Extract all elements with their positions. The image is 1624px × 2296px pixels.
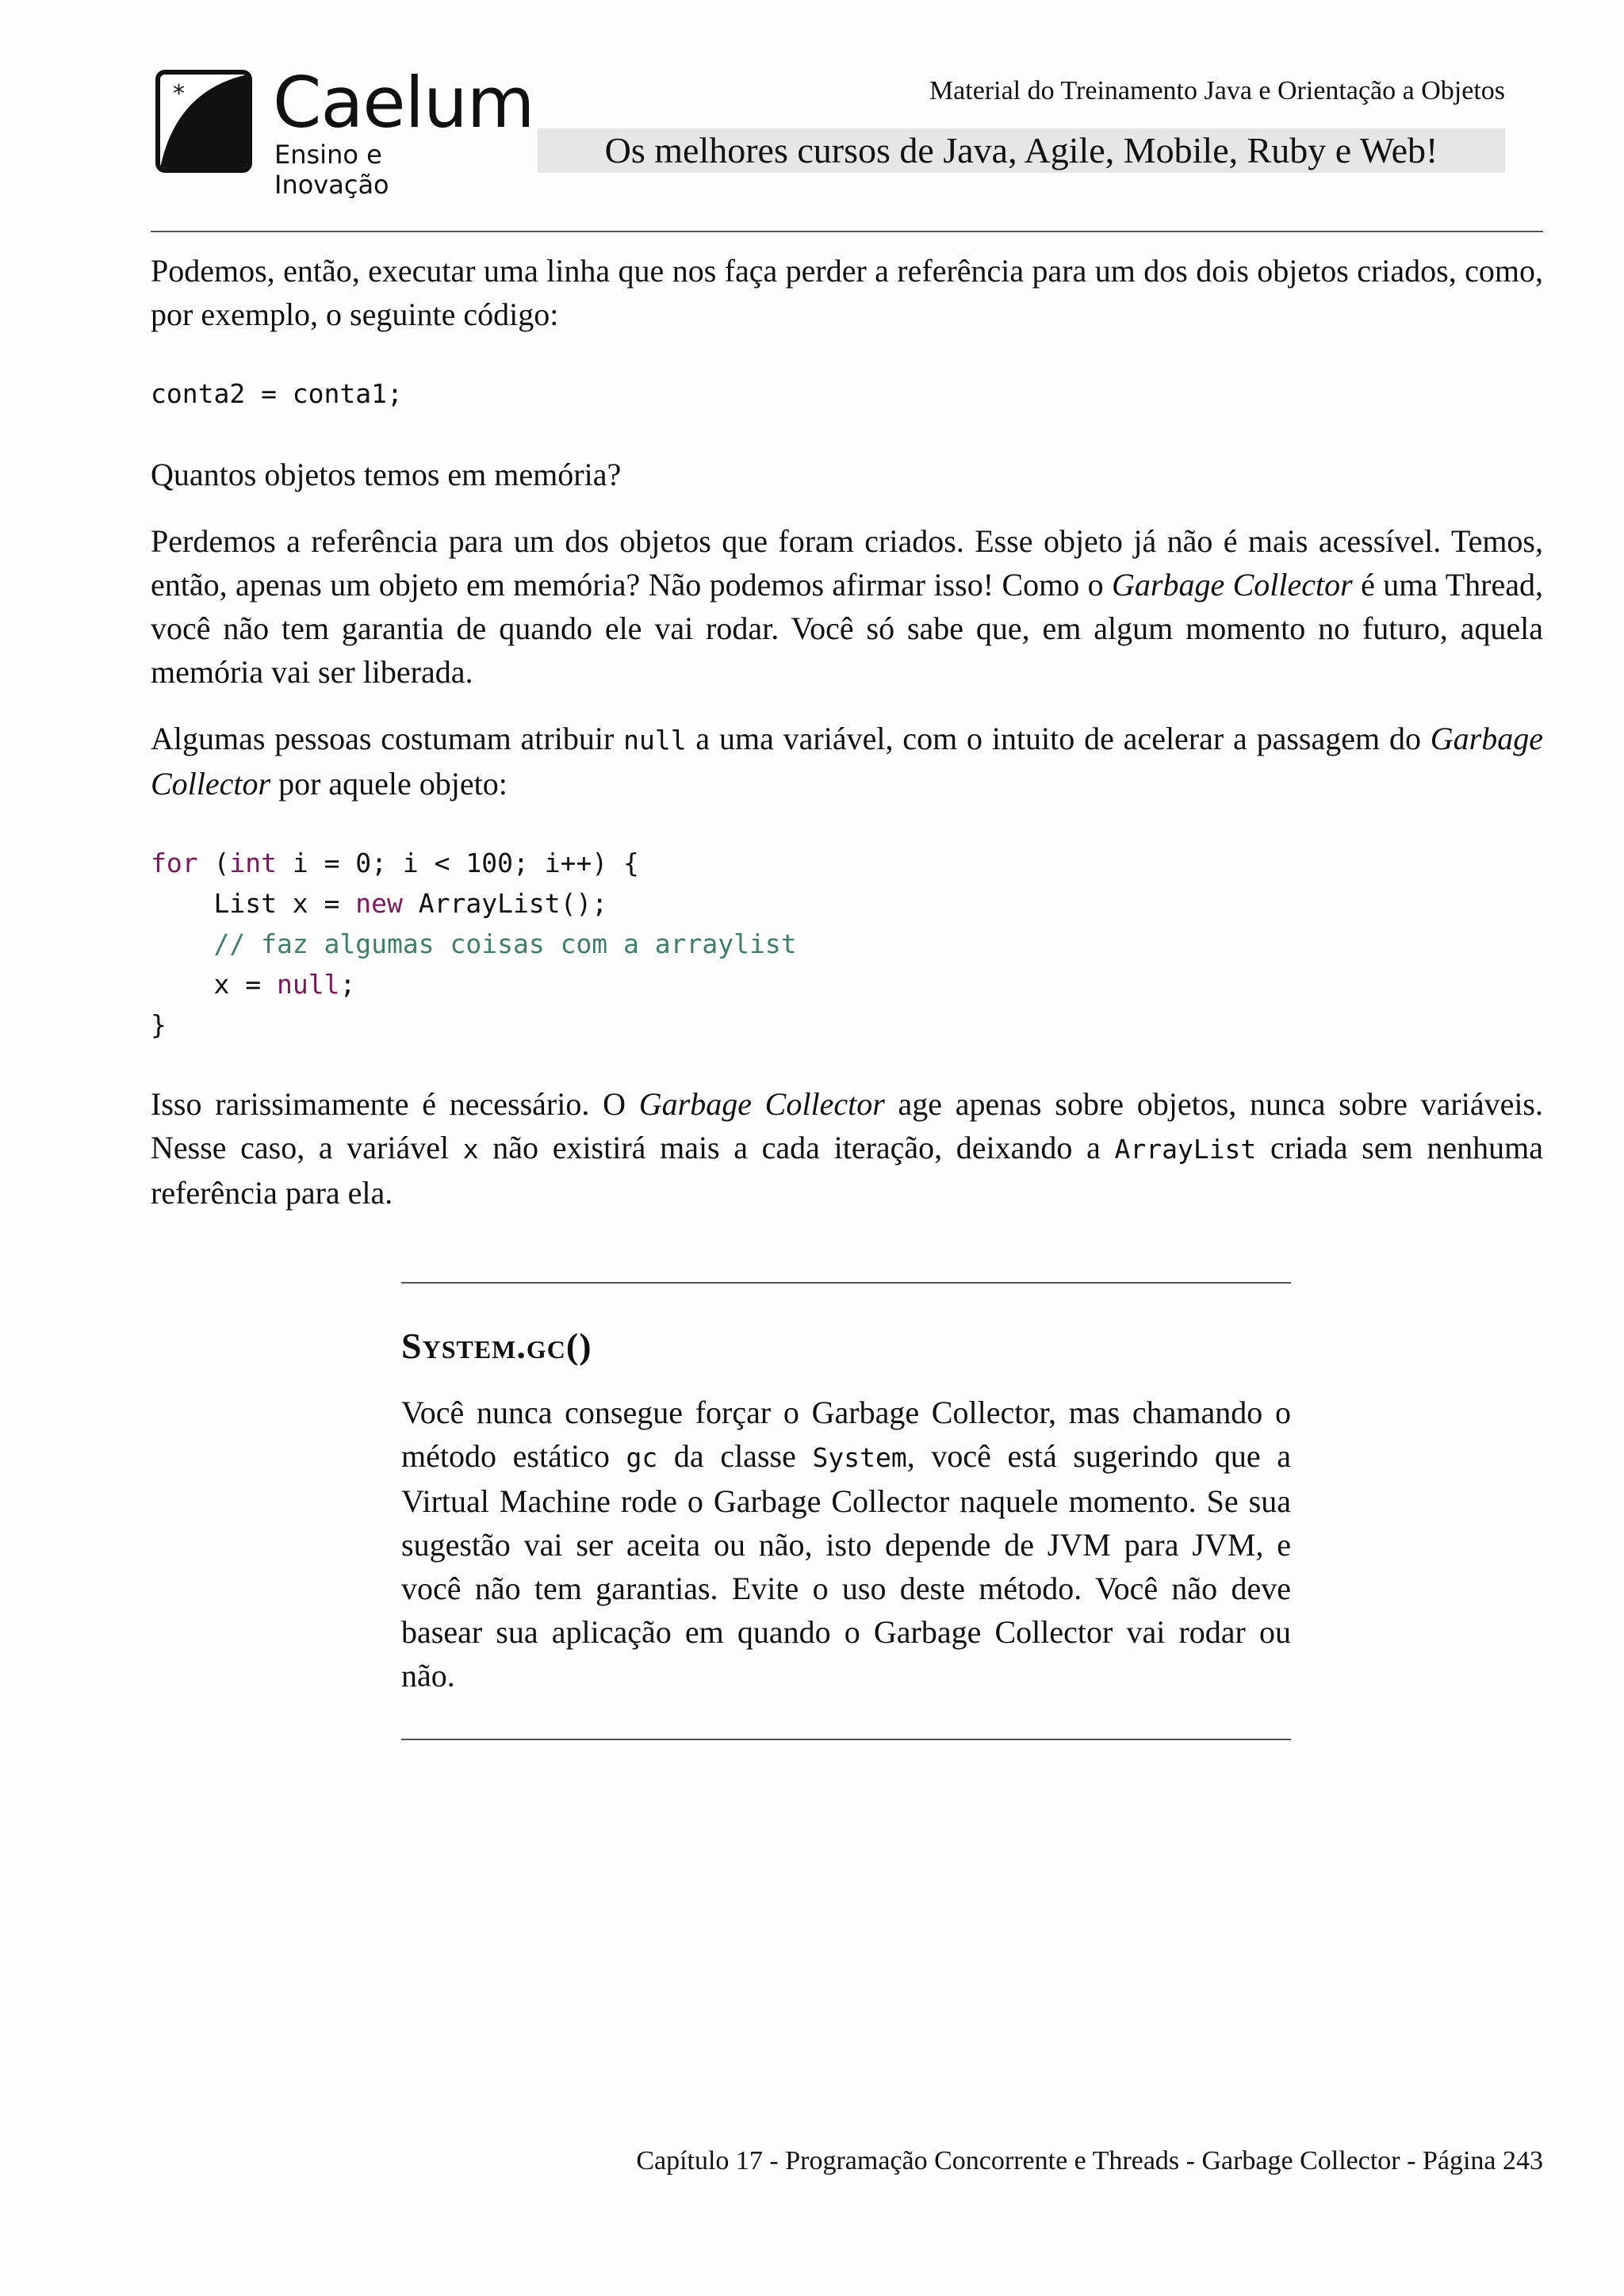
header-slogan: Os melhores cursos de Java, Agile, Mobile, Ruby e Web! [538,128,1505,173]
paragraph-2: Quantos objetos temos em memória? [151,457,622,492]
code-block-2 [151,843,1543,1045]
header-subtitle: Material do Treinamento Java e Orientação a Objetos [929,76,1505,105]
code-line-5: } [151,1009,167,1040]
header-divider [151,231,1543,232]
paragraph-4: Algumas pessoas costumam atribuir null a uma variável, com o intuito de acelerar a passagem do Garbage Collector por aquele objeto: [151,721,1543,802]
code-line-2: List x = new ArrayList(); [151,888,608,919]
code-line-1: for (int i = 0; i < 100; i++) { [151,848,639,878]
logo-name: Caelum [273,62,534,144]
logo-tagline: Ensino e Inovação [274,140,389,200]
caelum-logo-icon [155,70,252,173]
paragraph-5: Isso rarissimamente é necessário. O Garbage Collector age apenas sobre objetos, nunca sobre variáveis. Nesse caso, a variável x não existirá mais a cada iteração, deixando a ArrayList criada sem nenhuma referência para ela. [151,1086,1544,1211]
page-content [151,249,1543,1215]
note-box-top-rule [401,1282,1291,1284]
note-box-bottom-rule [401,1739,1291,1740]
code-line-3: // faz algumas coisas com a arraylist [213,928,797,959]
paragraph-1: Podemos, então, executar uma linha que nos faça perder a referência para um dos dois objetos criados, como, por exemplo, o seguinte código: [151,253,1543,332]
code-block-1: conta2 = conta1; [151,378,403,409]
caelum-logo [155,62,534,200]
code-line-4: x = null; [151,969,356,1000]
svg-text:*: * [173,80,185,108]
note-box [401,1282,1291,1740]
paragraph-3: Perdemos a referência para um dos objetos que foram criados. Esse objeto já não é mais acessível. Temos, então, apenas um objeto em memória? Não podemos afirmar isso! Como o Garbage Collector é uma Thread, você não tem garantia de quando ele vai rodar. Você só sabe que, em algum momento no futuro, aquela memória vai ser liberada. [151,523,1543,690]
note-box-title: System.gc() [401,1326,592,1366]
note-box-text: Você nunca consegue forçar o Garbage Collector, mas chamando o método estático gc da classe System, você está sugerindo que a Virtual Machine rode o Garbage Collector naquele momento. Se sua sugestão vai ser aceita ou não, isto depende de JVM para JVM, e você não tem garantias. Evite o uso deste método. Você não deve basear sua aplicação em quando o Garbage Collector vai rodar ou não. [401,1395,1291,1693]
page-footer: Capítulo 17 - Programação Concorrente e Threads - Garbage Collector - Página 243 [636,2146,1543,2175]
